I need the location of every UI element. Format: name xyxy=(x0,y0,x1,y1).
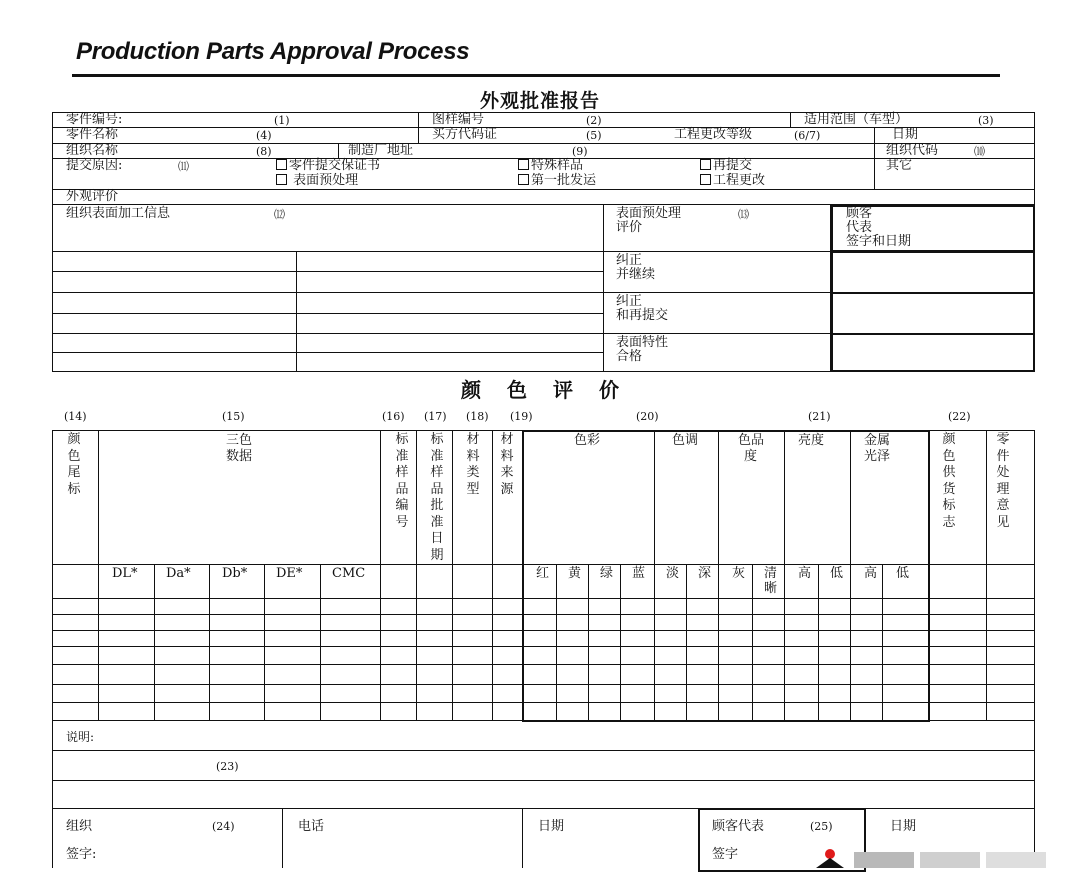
rule xyxy=(296,251,297,371)
checkbox[interactable] xyxy=(276,159,287,170)
rule xyxy=(492,430,493,720)
checkbox[interactable] xyxy=(518,174,529,185)
ref-4: (4) xyxy=(256,129,272,142)
pre-eval-label: 表面预处理 xyxy=(616,206,682,221)
report-title: 外观批准报告 xyxy=(479,90,600,112)
rule xyxy=(52,352,603,353)
rule xyxy=(603,204,604,371)
header-rule xyxy=(72,74,1000,77)
ref-1: (1) xyxy=(274,114,290,127)
rule xyxy=(52,750,1035,751)
sign-label-2: 签字 xyxy=(712,847,739,862)
clear-header-2: 晰 xyxy=(764,581,778,596)
continue-box[interactable] xyxy=(831,251,1035,294)
correct-label-2: 纠正 xyxy=(616,294,643,309)
rule xyxy=(209,564,210,720)
ref-21: (21) xyxy=(808,410,831,423)
ref-3: (3) xyxy=(978,114,994,127)
ref-14: (14) xyxy=(64,410,87,423)
ref-19: (19) xyxy=(510,410,533,423)
rule xyxy=(52,808,1035,809)
rule xyxy=(338,143,339,159)
ref-11: ⑾ xyxy=(178,160,189,173)
ref-13: ⒀ xyxy=(738,208,749,221)
chroma-header: 色品 xyxy=(738,433,765,448)
blue-header: 蓝 xyxy=(632,566,646,581)
ref-23: (23) xyxy=(216,760,239,773)
material-type-header: 材料类型 xyxy=(466,432,480,497)
rule xyxy=(320,564,321,720)
ref-22: (22) xyxy=(948,410,971,423)
gloss-header: 光泽 xyxy=(864,449,891,464)
org-label: 组织 xyxy=(66,819,93,834)
reason-special-sample[interactable]: 特殊样品 xyxy=(518,159,583,173)
rule xyxy=(418,112,419,143)
submit-reason-label: 提交原因: xyxy=(66,158,123,173)
rep-label: 代表 xyxy=(846,220,873,235)
ref-6-7: (6/7) xyxy=(794,129,821,142)
correct-label: 纠正 xyxy=(616,253,643,268)
checkbox[interactable] xyxy=(518,159,529,170)
rule xyxy=(154,564,155,720)
ref-25: (25) xyxy=(810,820,833,833)
customer-label: 顾客 xyxy=(846,206,873,221)
yellow-header: 黄 xyxy=(568,566,582,581)
brightness-header: 亮度 xyxy=(798,433,825,448)
cmc-header: CMC xyxy=(332,566,366,581)
resubmit-label: 和再提交 xyxy=(616,308,669,323)
tone-header: 色调 xyxy=(672,433,699,448)
rule xyxy=(986,430,987,720)
chroma-header-2: 度 xyxy=(744,449,758,464)
rule xyxy=(416,430,417,720)
red-header: 红 xyxy=(536,566,550,581)
tri-data-header: 数据 xyxy=(226,449,253,464)
process-title: Production Parts Approval Process xyxy=(76,38,470,65)
part-name-label: 零件名称 xyxy=(66,127,119,142)
org-name-label: 组织名称 xyxy=(66,143,119,158)
rule xyxy=(98,430,99,720)
reason-psw[interactable]: 零件提交保证书 xyxy=(276,159,380,173)
plant-address-label: 制造厂地址 xyxy=(348,143,414,158)
ref-20: (20) xyxy=(636,410,659,423)
rule xyxy=(52,780,1035,781)
surface-ok-box[interactable] xyxy=(831,333,1035,372)
part-number-label: 零件编号: xyxy=(66,112,123,127)
hue-header: 色彩 xyxy=(574,433,601,448)
date-label-footer: 日期 xyxy=(538,819,565,834)
rule xyxy=(52,430,53,868)
ref-16: (16) xyxy=(382,410,405,423)
rule xyxy=(874,127,875,189)
checkbox[interactable] xyxy=(700,174,711,185)
metallic-header: 金属 xyxy=(864,433,891,448)
other-label: 其它 xyxy=(886,158,913,173)
rule xyxy=(264,564,265,720)
reason-eng-change[interactable]: 工程更改 xyxy=(700,174,765,188)
color-supply-header: 颜色供货标志 xyxy=(942,432,956,530)
appearance-eval-label: 外观评价 xyxy=(66,189,119,204)
low-header-2: 低 xyxy=(896,566,910,581)
rule xyxy=(380,430,381,720)
green-header: 绿 xyxy=(600,566,614,581)
org-code-label: 组织代码 xyxy=(886,143,939,158)
rule xyxy=(522,808,523,868)
ref-2: (2) xyxy=(586,114,602,127)
material-source-header: 材料来源 xyxy=(500,432,514,497)
rule xyxy=(52,313,603,314)
surface-char-label: 表面特性 xyxy=(616,335,669,350)
std-sample-no-header: 标准样品编号 xyxy=(395,432,409,530)
ref-10: ⑽ xyxy=(974,145,985,158)
resubmit-box[interactable] xyxy=(831,292,1035,335)
ref-9: (9) xyxy=(572,145,588,158)
color-suffix-header: 颜色尾标 xyxy=(67,432,81,497)
grey-header: 灰 xyxy=(732,566,746,581)
reason-first-batch[interactable]: 第一批发运 xyxy=(518,174,596,188)
rule xyxy=(282,808,283,868)
scope-label: 适用范围（车型） xyxy=(804,112,909,127)
ref-24: (24) xyxy=(212,820,235,833)
low-header: 低 xyxy=(830,566,844,581)
rule xyxy=(52,127,1035,128)
reason-surface-pre[interactable]: 表面预处理 xyxy=(276,174,358,188)
rule xyxy=(52,189,1035,190)
continue-label: 并继续 xyxy=(616,267,656,282)
high-header: 高 xyxy=(798,566,812,581)
date-label-footer-2: 日期 xyxy=(890,819,917,834)
de-header: DE* xyxy=(276,566,303,581)
pre-eval-label-2: 评价 xyxy=(616,220,643,235)
watermark-logo xyxy=(808,846,1068,868)
eng-change-level-label: 工程更改等级 xyxy=(674,127,753,142)
phone-label: 电话 xyxy=(298,819,325,834)
rule xyxy=(52,271,603,272)
color-eval-title: 颜色评价 xyxy=(461,378,645,402)
clear-header: 清 xyxy=(764,566,778,581)
rule xyxy=(1034,430,1035,868)
surface-info-label: 组织表面加工信息 xyxy=(66,206,171,221)
rule xyxy=(790,112,791,128)
sign-label: 签字: xyxy=(66,847,97,862)
reason-resubmit[interactable]: 再提交 xyxy=(700,159,752,173)
cust-rep-label: 顾客代表 xyxy=(712,819,765,834)
ref-15: (15) xyxy=(222,410,245,423)
ref-5: (5) xyxy=(586,129,602,142)
ref-17: (17) xyxy=(424,410,447,423)
db-header: Db* xyxy=(222,566,248,581)
deep-header: 深 xyxy=(698,566,712,581)
remarks-label: 说明: xyxy=(66,730,95,744)
ref-12: ⑿ xyxy=(274,208,285,221)
part-disposition-header: 零件处理意见 xyxy=(996,432,1010,530)
drawing-number-label: 图样编号 xyxy=(432,112,485,127)
da-header: Da* xyxy=(166,566,191,581)
tri-color-header: 三色 xyxy=(226,433,253,448)
light-header: 淡 xyxy=(666,566,680,581)
checkbox[interactable] xyxy=(276,174,287,185)
sign-date-label: 签字和日期 xyxy=(846,234,912,249)
high-header-2: 高 xyxy=(864,566,878,581)
buyer-code-label: 买方代码证 xyxy=(432,127,498,142)
checkbox[interactable] xyxy=(700,159,711,170)
std-sample-date-header: 标准样品批准日期 xyxy=(430,432,444,563)
pass-label: 合格 xyxy=(616,349,643,364)
date-label: 日期 xyxy=(892,127,919,142)
rule xyxy=(452,430,453,720)
ref-18: (18) xyxy=(466,410,489,423)
dl-header: DL* xyxy=(112,566,138,581)
ref-8: (8) xyxy=(256,145,272,158)
